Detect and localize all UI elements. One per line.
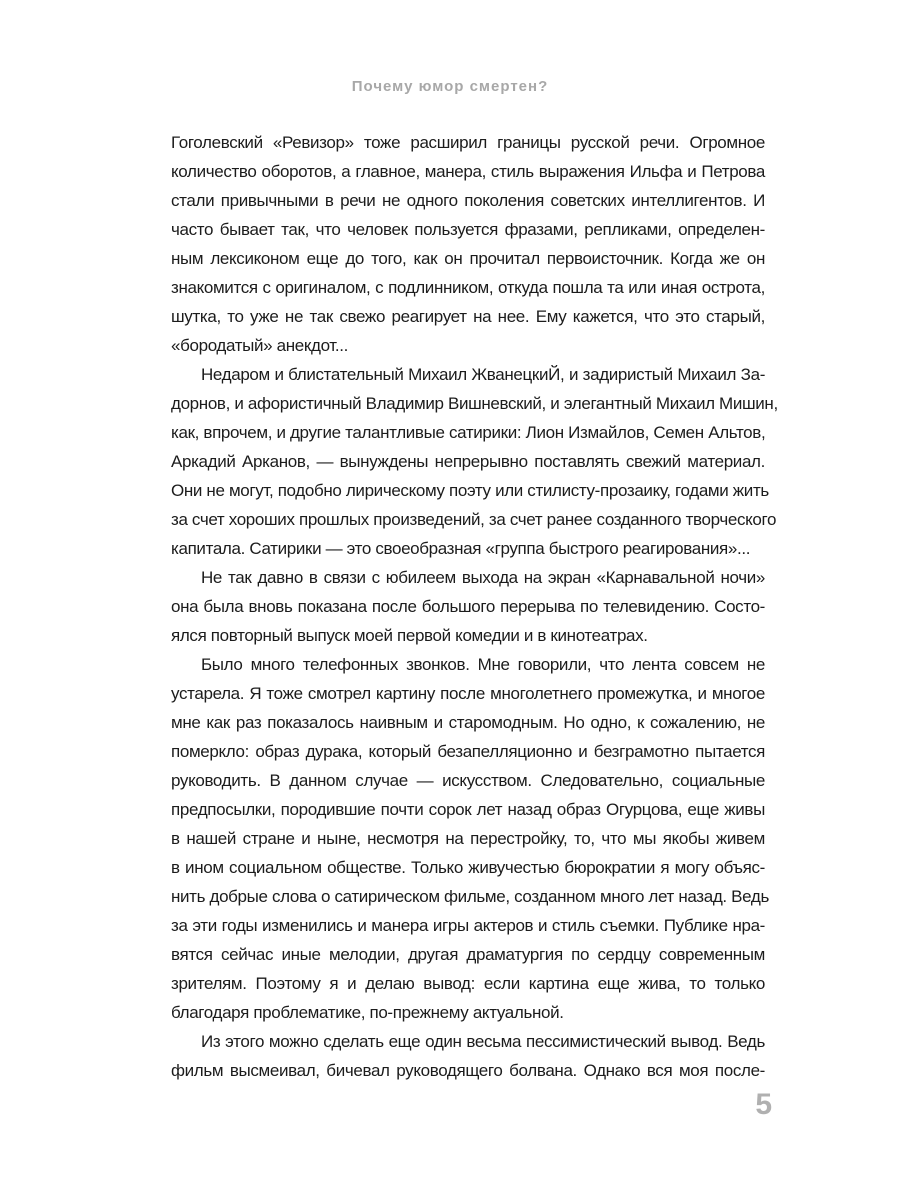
paragraph-3 — [171, 563, 765, 650]
running-title: Почему юмор смертен? — [351, 78, 549, 95]
text-line: нить добрые слова о сатирическом фильме, созданном много лет назад. Ведь — [171, 887, 769, 906]
text-line: Недаром и блистательный Михаил ЖванецкиЙ, и задиристый Михаил За- — [201, 365, 765, 384]
text-line: как, впрочем, и другие талантливые сатирики: Лион Измайлов, Семен Альтов, — [171, 423, 766, 442]
text-line: за счет хороших прошлых произведений, за счет ранее созданного творческого — [171, 510, 777, 529]
text-line: в нашей стране и ныне, несмотря на перестройку, то, что мы якобы живем — [171, 829, 765, 848]
text-line: руководить. В данном случае — искусством. Следовательно, социальные — [171, 771, 765, 790]
text-line: Аркадий Арканов, — вынуждены непрерывно поставлять свежий материал. — [171, 452, 765, 471]
text-line: зрителям. Поэтому я и делаю вывод: если картина еще жива, то только — [171, 974, 765, 993]
text-line: вятся сейчас иные мелодии, другая драматургия по сердцу современным — [171, 945, 765, 964]
text-line: шутка, то уже не так свежо реагирует на нее. Ему кажется, что это старый, — [171, 307, 765, 326]
text-line: ялся повторный выпуск моей первой комедии и в кинотеатрах. — [171, 626, 648, 645]
paragraph-5 — [171, 1027, 765, 1085]
text-line: стали привычными в речи не одного поколения советских интеллигентов. И — [171, 191, 765, 210]
text-line: Было много телефонных звонков. Мне говорили, что лента совсем не — [201, 655, 765, 674]
text-line: Не так давно в связи с юбилеем выхода на экран «Карнавальной ночи» — [201, 568, 765, 587]
text-line: знакомится с оригиналом, с подлинником, откуда пошла та или иная острота, — [171, 278, 765, 297]
paragraph-1 — [171, 128, 765, 360]
text-line: «бородатый» анекдот... — [171, 336, 348, 355]
text-line: фильм высмеивал, бичевал руководящего болвана. Однако вся моя после- — [171, 1061, 765, 1080]
text-line: мне как раз показалось наивным и старомодным. Но одно, к сожалению, не — [171, 713, 765, 732]
text-line: устарела. Я тоже смотрел картину после многолетнего промежутка, и многое — [171, 684, 765, 703]
text-line: предпосылки, породившие почти сорок лет назад образ Огурцова, еще живы — [171, 800, 765, 819]
text-line: Гоголевский «Ревизор» тоже расширил границы русской речи. Огромное — [171, 133, 765, 152]
text-line: дорнов, и афористичный Владимир Вишневский, и элегантный Михаил Мишин, — [171, 394, 778, 413]
text-line: капитала. Сатирики — это своеобразная «группа быстрого реагирования»... — [171, 539, 751, 558]
text-line: за эти годы изменились и манера игры актеров и стиль съемки. Публике нра- — [171, 916, 765, 935]
body-text — [171, 128, 778, 1085]
paragraph-2 — [171, 360, 778, 563]
text-line: в ином социальном обществе. Только живучестью бюрократии я могу объяс- — [171, 858, 765, 877]
text-line: Они не могут, подобно лирическому поэту или стилисту-прозаику, годами жить — [171, 481, 769, 500]
text-line: благодаря проблематике, по-прежнему актуальной. — [171, 1003, 564, 1022]
text-line: померкло: образ дурака, который безапелляционно и безграмотно пытается — [171, 742, 765, 761]
paragraph-4 — [171, 650, 769, 1027]
page-number: 5 — [755, 1088, 772, 1121]
text-line: Из этого можно сделать еще один весьма пессимистический вывод. Ведь — [201, 1032, 765, 1051]
text-line: она была вновь показана после большого перерыва по телевидению. Состо- — [171, 597, 765, 616]
text-line: количество оборотов, а главное, манера, стиль выражения Ильфа и Петрова — [171, 162, 765, 181]
text-line: часто бывает так, что человек пользуется фразами, репликами, определен- — [171, 220, 765, 239]
text-line: ным лексиконом еще до того, как он прочитал первоисточник. Когда же он — [171, 249, 765, 268]
